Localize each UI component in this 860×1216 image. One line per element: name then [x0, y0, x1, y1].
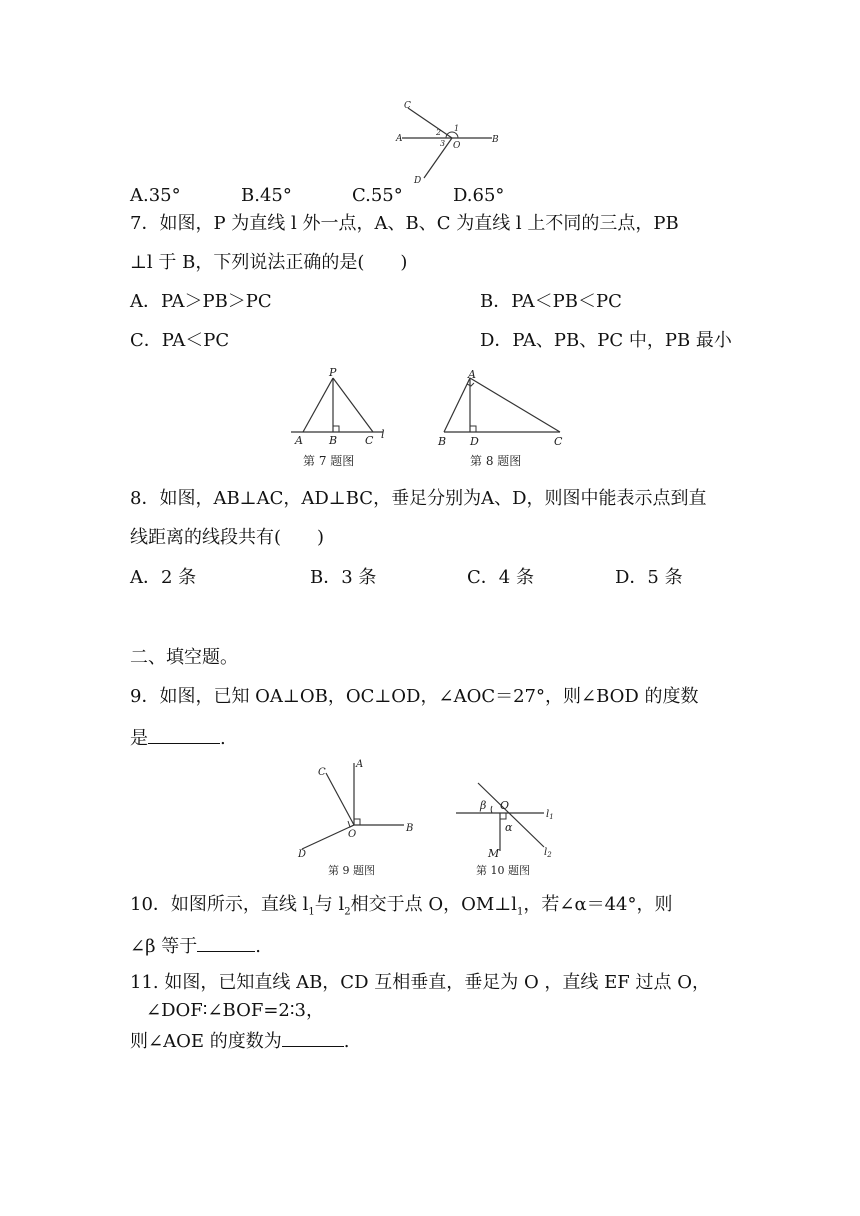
q11-stem-line1: 11. 如图，已知直线 AB，CD 互相垂直，垂足为 O ，直线 EF 过点 O，: [130, 972, 710, 993]
q7-label-a: A: [295, 434, 303, 447]
q6-label-2: 2: [436, 128, 442, 137]
q9-label-b: B: [406, 823, 414, 834]
q8-label-d: D: [470, 435, 479, 448]
q8-option-a: A．2 条: [130, 567, 197, 588]
q10-line2-end: .: [255, 936, 261, 957]
q10-line2-text: ∠β 等于: [130, 936, 198, 957]
q8-option-d: D．5 条: [615, 567, 683, 588]
q8-label-c: C: [554, 435, 563, 448]
q9-line2-end: .: [220, 728, 226, 749]
q8-figure: [432, 364, 577, 474]
q7-stem-line2: ⊥l 于 B，下列说法正确的是( ): [130, 252, 408, 273]
q9-label-o: O: [348, 829, 357, 840]
q10-figure: [452, 775, 572, 880]
q8-label-b: B: [438, 435, 447, 448]
q8-caption: 第 8 题图: [470, 454, 522, 468]
q6-label-a: A: [396, 134, 403, 144]
q7-label-p: P: [329, 366, 337, 379]
q9-label-a: A: [356, 759, 364, 770]
q10-sub-3: 1: [516, 906, 524, 918]
q9-stem-line2: [130, 725, 226, 750]
q8-option-c: C．4 条: [467, 567, 534, 588]
q7-option-b: B．PA＜PB＜PC: [480, 291, 622, 312]
q8-label-a: A: [468, 368, 476, 381]
q9-label-d: D: [298, 849, 307, 860]
q8-option-b: B．3 条: [310, 567, 377, 588]
q10-label-beta: β: [480, 799, 487, 812]
q11-answer-blank[interactable]: [282, 1028, 344, 1047]
q10-text-a: 10．如图所示，直线 l: [130, 894, 309, 915]
q7-option-c: C．PA＜PC: [130, 330, 230, 351]
q7-option-d: D．PA、PB、PC 中，PB 最小: [480, 330, 732, 351]
q7-figure: [285, 364, 395, 474]
q10-text-d: ，若∠α＝44°，则: [523, 894, 673, 915]
q10-label-l2: $l_2$: [544, 847, 552, 859]
q6-label-b: B: [492, 135, 499, 145]
q7-stem-line1: 7．如图，P 为直线 l 外一点，A、B、C 为直线 l 上不同的三点，PB: [130, 213, 679, 234]
q6-label-c: C: [404, 101, 411, 111]
q6-label-o: O: [453, 141, 461, 151]
q6-option-b: B.45°: [241, 185, 292, 206]
q6-option-d: D.65°: [453, 185, 505, 206]
q7-label-l: l: [381, 428, 385, 441]
q6-option-a: A.35°: [130, 185, 181, 206]
q11-stem-line3: [130, 1028, 349, 1053]
q10-sub-1: 1: [308, 906, 315, 918]
q10-label-alpha: α: [505, 821, 513, 834]
q8-stem-line2: 线距离的线段共有( ): [130, 527, 325, 548]
q10-label-m: M: [488, 847, 500, 860]
q9-line2-text: 是: [130, 728, 148, 749]
q9-caption: 第 9 题图: [328, 864, 375, 877]
q10-text-c: 相交于点 O，OM⊥l: [350, 894, 517, 915]
q10-text-b: 与 l: [314, 894, 345, 915]
q9-stem-line1: 9．如图，已知 OA⊥OB，OC⊥OD，∠AOC＝27°，则∠BOD 的度数: [130, 686, 699, 707]
q11-line3-text: 则∠AOE 的度数为: [130, 1031, 282, 1052]
q6-label-3: 3: [440, 139, 446, 148]
q7-caption: 第 7 题图: [303, 454, 355, 468]
q9-label-c: C: [318, 767, 326, 778]
q10-answer-blank[interactable]: [197, 933, 255, 952]
q6-label-1: 1: [454, 124, 460, 133]
q9-figure: [292, 755, 422, 880]
q7-label-b: B: [329, 434, 338, 447]
q6-figure: [390, 98, 505, 188]
q10-label-o: O: [500, 799, 510, 812]
q10-label-l1: $l_1$: [546, 809, 554, 821]
q7-option-a: A．PA＞PB＞PC: [130, 291, 272, 312]
q10-stem-line1: [130, 894, 673, 924]
q11-stem-line2: ∠DOF∶∠BOF=2∶3，: [146, 1000, 325, 1021]
q10-sub-2: 2: [344, 906, 351, 918]
q9-answer-blank[interactable]: [148, 725, 220, 744]
q11-line3-end: .: [343, 1031, 350, 1052]
q7-label-c: C: [365, 434, 374, 447]
q6-label-d: D: [414, 176, 422, 186]
q8-stem-line1: 8．如图，AB⊥AC，AD⊥BC，垂足分别为A、D，则图中能表示点到直: [130, 488, 707, 509]
q6-option-c: C.55°: [352, 185, 403, 206]
q10-stem-line2: [130, 933, 261, 958]
q10-caption: 第 10 题图: [476, 864, 530, 877]
section-title: 二、填空题。: [130, 647, 238, 668]
